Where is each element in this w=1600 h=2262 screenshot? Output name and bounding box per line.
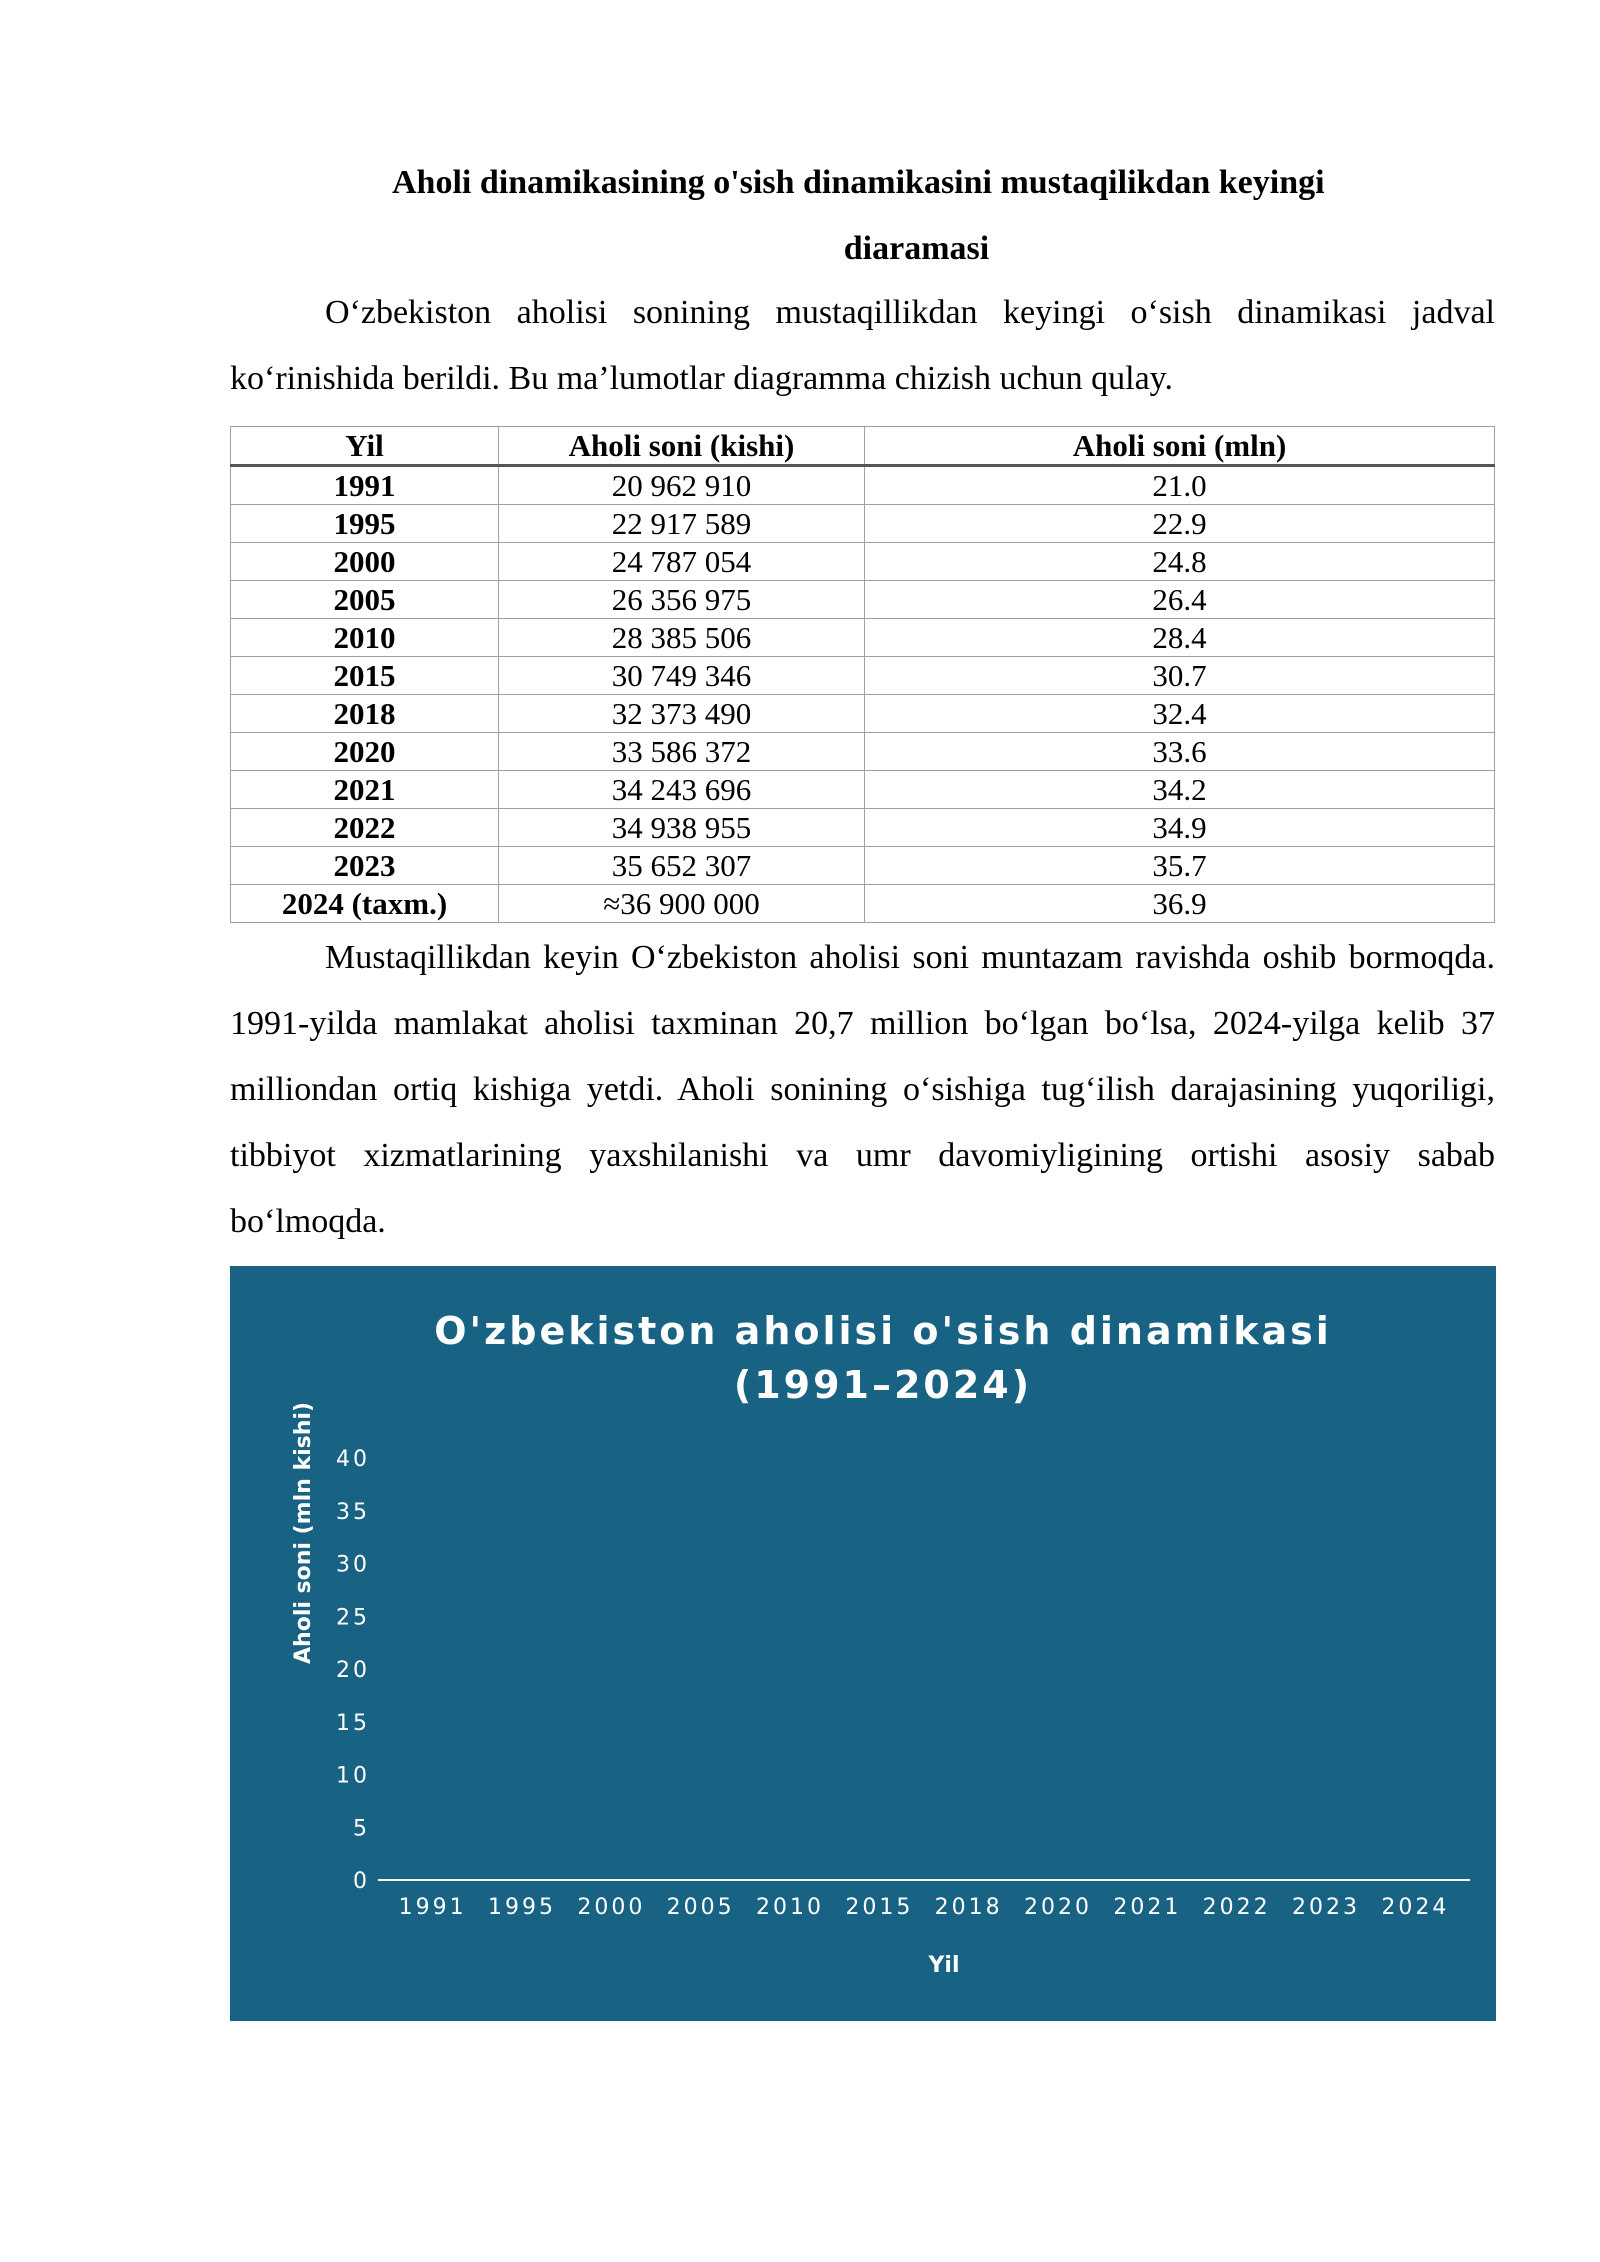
table-row [231, 695, 1495, 733]
table-cell-population-mln: 34.9 [865, 809, 1495, 847]
y-axis-label: Aholi soni (mln kishi) [291, 1402, 316, 1664]
table-cell-population-mln: 30.7 [865, 657, 1495, 695]
table-cell-population: 22 917 589 [499, 505, 865, 543]
y-tick-label: 5 [353, 1816, 370, 1842]
intro-text: O‘zbekiston aholisi sonining mustaqillikdan keyingi o‘sish dinamikasi jadval ko‘rinishida berildi. Bu ma’lumotlar diagramma chizish uchun qulay. [230, 294, 1495, 397]
x-tick-label: 2022 [1202, 1895, 1271, 1920]
table-cell-year: 2015 [231, 657, 499, 695]
x-axis-label: Yil [928, 1953, 960, 1978]
table-cell-population: 35 652 307 [499, 847, 865, 885]
table-row [231, 543, 1495, 581]
document-title-line1: Aholi dinamikasining o'sish dinamikasini mustaqilikdan keyingi [392, 164, 1325, 201]
table-header-population-mln: Aholi soni (mln) [865, 427, 1495, 466]
x-tick-label: 2020 [1024, 1895, 1092, 1920]
body-paragraph [230, 925, 1495, 1255]
table-cell-year: 2005 [231, 581, 499, 619]
table-cell-year: 1991 [231, 466, 499, 505]
chart-title-line: O'zbekiston aholisi o'sish dinamikasi [434, 1309, 1332, 1353]
table-cell-year: 2023 [231, 847, 499, 885]
x-tick-label: 1995 [488, 1895, 556, 1920]
intro-paragraph [230, 280, 1495, 412]
table-row [231, 771, 1495, 809]
table-cell-population-mln: 36.9 [865, 885, 1495, 923]
table-cell-population-mln: 26.4 [865, 581, 1495, 619]
table-header-row [231, 427, 1495, 466]
x-tick-label: 2005 [666, 1895, 735, 1920]
table-header-year: Yil [231, 427, 499, 466]
table-cell-year: 2022 [231, 809, 499, 847]
table-row [231, 847, 1495, 885]
table-row [231, 581, 1495, 619]
y-tick-label: 0 [353, 1869, 370, 1894]
y-tick-label: 25 [336, 1605, 370, 1631]
table-cell-population: 26 356 975 [499, 581, 865, 619]
table-row [231, 809, 1495, 847]
y-tick-label: 30 [336, 1552, 370, 1578]
table-cell-population: 32 373 490 [499, 695, 865, 733]
y-tick-label: 35 [336, 1499, 370, 1525]
population-table [230, 426, 1495, 923]
table-cell-population-mln: 28.4 [865, 619, 1495, 657]
x-tick-label: 1991 [398, 1895, 467, 1920]
table-cell-year: 1995 [231, 505, 499, 543]
table-row [231, 733, 1495, 771]
table-cell-year: 2010 [231, 619, 499, 657]
chart-svg [230, 1266, 1496, 2021]
table-cell-population: ≈36 900 000 [499, 885, 865, 923]
table-cell-population: 33 586 372 [499, 733, 865, 771]
table-cell-population-mln: 24.8 [865, 543, 1495, 581]
population-chart [230, 1266, 1496, 2021]
table-cell-population: 28 385 506 [499, 619, 865, 657]
x-tick-label: 2010 [756, 1895, 824, 1920]
table-row [231, 885, 1495, 923]
chart-title-line: (1991–2024) [733, 1363, 1033, 1407]
body-paragraph-text: Mustaqillikdan keyin O‘zbekiston aholisi soni muntazam ravishda oshib bormoqda. 1991-yilda mamlakat aholisi taxminan 20,7 million bo‘lgan bo‘lsa, 2024-yilga kelib 37 milliondan ortiq kishiga yetdi. Aholi sonining o‘sishiga tug‘ilish darajasining yuqoriligi, tibbiyot xizmatlarining yaxshilanishi va umr davomiyligining ortishi asosiy sabab bo‘lmoqda. [230, 939, 1495, 1240]
table-cell-population: 34 243 696 [499, 771, 865, 809]
table-cell-population-mln: 34.2 [865, 771, 1495, 809]
table-row [231, 466, 1495, 505]
table-row [231, 505, 1495, 543]
x-tick-label: 2018 [934, 1895, 1003, 1920]
table-cell-population-mln: 21.0 [865, 466, 1495, 505]
y-tick-label: 10 [336, 1763, 370, 1789]
y-tick-label: 40 [336, 1447, 370, 1472]
x-tick-label: 2024 [1381, 1895, 1450, 1920]
table-cell-year: 2021 [231, 771, 499, 809]
table-cell-year: 2018 [231, 695, 499, 733]
document-title-line2: diaramasi [843, 230, 990, 267]
table-cell-population-mln: 22.9 [865, 505, 1495, 543]
table-cell-population: 20 962 910 [499, 466, 865, 505]
table-cell-population-mln: 35.7 [865, 847, 1495, 885]
table-cell-population: 30 749 346 [499, 657, 865, 695]
table-cell-population: 34 938 955 [499, 809, 865, 847]
table-cell-population: 24 787 054 [499, 543, 865, 581]
x-tick-label: 2023 [1292, 1895, 1360, 1920]
x-tick-label: 2021 [1113, 1895, 1182, 1920]
table-cell-year: 2020 [231, 733, 499, 771]
document-title [230, 150, 1495, 282]
x-tick-label: 2015 [845, 1895, 914, 1920]
table-body [231, 466, 1495, 923]
y-tick-label: 15 [336, 1710, 370, 1736]
y-tick-label: 20 [336, 1658, 370, 1683]
table-row [231, 657, 1495, 695]
table-cell-year: 2000 [231, 543, 499, 581]
table-header-population: Aholi soni (kishi) [499, 427, 865, 466]
table-cell-population-mln: 33.6 [865, 733, 1495, 771]
table-cell-year: 2024 (taxm.) [231, 885, 499, 923]
x-tick-label: 2000 [577, 1895, 646, 1920]
table-cell-population-mln: 32.4 [865, 695, 1495, 733]
table-row [231, 619, 1495, 657]
